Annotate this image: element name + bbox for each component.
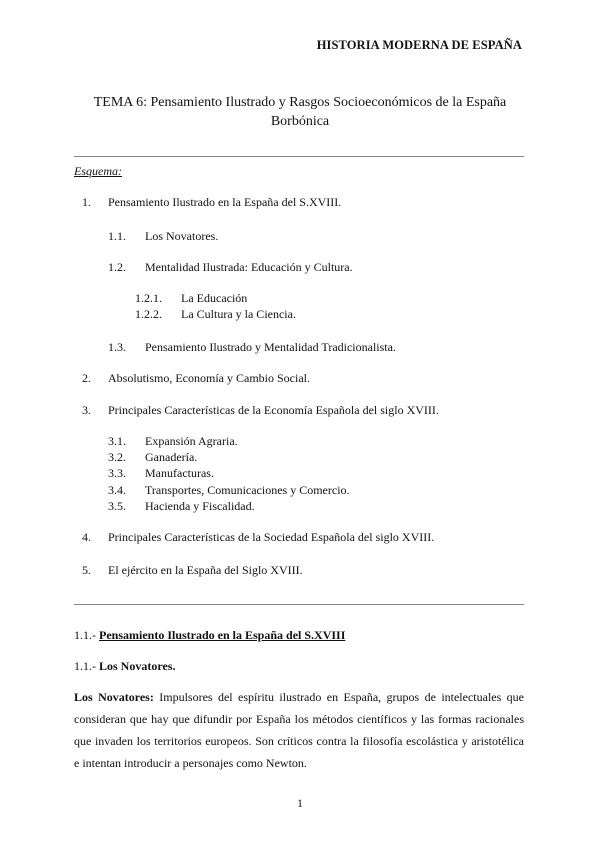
outline-item-number: 3.5.	[108, 499, 126, 513]
outline-item-label: Ganadería.	[145, 450, 198, 464]
outline-item-label: Mentalidad Ilustrada: Educación y Cultura.	[145, 260, 353, 274]
paragraph-text: Impulsores del espíritu ilustrado en España, grupos de intelectuales que consideran que hay que difundir por España los métodos científicos y las formas racionales que invaden los territorios europeos. Son críticos contra la filosofía escolástica y aristotélica e intentan introducir a personajes como Newton.	[74, 690, 525, 770]
outline-item-number: 1.2.2.	[135, 307, 162, 321]
outline-item-label: Transportes, Comunicaciones y Comercio.	[145, 483, 350, 497]
outline-item-label: La Educación	[181, 291, 248, 305]
section-heading	[74, 628, 345, 643]
page-number: 1	[297, 796, 303, 810]
outline-item-number: 4.	[82, 530, 91, 544]
paragraph-lead: Los Novatores:	[74, 690, 154, 704]
top-divider	[74, 156, 524, 157]
outline-item-label: La Cultura y la Ciencia.	[181, 307, 296, 321]
outline-item-number: 1.2.	[108, 260, 126, 274]
subsection-title: Los Novatores.	[99, 659, 176, 673]
subsection-heading	[74, 659, 175, 674]
bottom-divider	[74, 604, 524, 605]
section-number: 1.1.-	[74, 628, 96, 642]
outline-item-label: Pensamiento Ilustrado y Mentalidad Tradicionalista.	[145, 340, 396, 354]
outline-item-label: Absolutismo, Economía y Cambio Social.	[108, 371, 310, 385]
outline-item-number: 1.2.1.	[135, 291, 162, 305]
subsection-number: 1.1.-	[74, 659, 96, 673]
outline-item-number: 1.1.	[108, 229, 126, 243]
outline-item-number: 1.3.	[108, 340, 126, 354]
document-title: TEMA 6: Pensamiento Ilustrado y Rasgos Socioeconómicos de la España Borbónica	[93, 95, 507, 129]
outline-item-label: El ejército en la España del Siglo XVIII.	[108, 563, 303, 577]
outline-item-label: Los Novatores.	[145, 229, 219, 243]
outline-item-label: Principales Características de la Sociedad Española del siglo XVIII.	[108, 530, 435, 544]
outline-item-number: 3.2.	[108, 450, 126, 464]
outline-item-label: Principales Características de la Economía Española del siglo XVIII.	[108, 403, 439, 417]
body-paragraph	[74, 686, 524, 774]
outline-item-number: 2.	[82, 371, 91, 385]
schema-label: Esquema:	[74, 164, 122, 178]
running-header: HISTORIA MODERNA DE ESPAÑA	[316, 38, 522, 52]
outline-item-number: 3.1.	[108, 434, 126, 448]
outline-item-number: 3.	[82, 403, 91, 417]
outline-item-label: Manufacturas.	[145, 466, 214, 480]
outline-item-label: Hacienda y Fiscalidad.	[145, 499, 255, 513]
outline-item-number: 1.	[82, 195, 91, 209]
outline-item-number: 5.	[82, 563, 91, 577]
outline-item-number: 3.3.	[108, 466, 126, 480]
outline-item-label: Expansión Agraria.	[145, 434, 238, 448]
section-title: Pensamiento Ilustrado en la España del S.XVIII	[99, 628, 346, 642]
outline-item-label: Pensamiento Ilustrado en la España del S.XVIII.	[108, 195, 342, 209]
outline-item-number: 3.4.	[108, 483, 126, 497]
